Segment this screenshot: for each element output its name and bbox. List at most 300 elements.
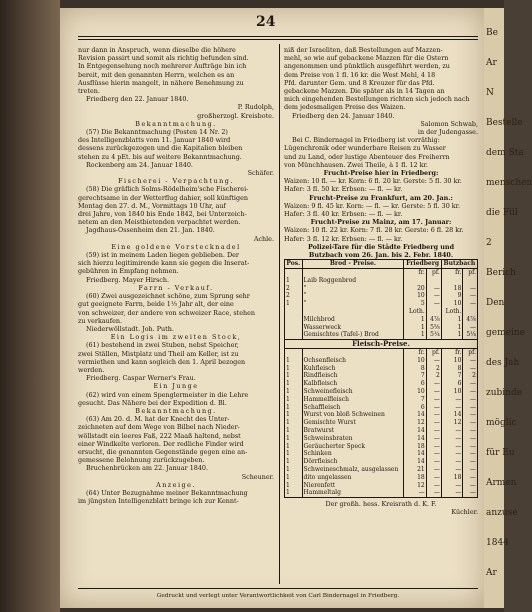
table-cell: fr. <box>404 349 426 357</box>
police-tax-table <box>284 259 478 498</box>
table-cell: 10 <box>404 388 426 396</box>
price-line: Waizen: 9 fl. 45 kr. Korn: — fl. — kr. Gerste: 5 fl. 30 kr. <box>284 201 461 210</box>
table-cell: — <box>441 404 463 412</box>
table-cell <box>285 269 303 277</box>
imprint-footer: Gedruckt und verlegt unter Verantwortlichkeit von Carl Bindernagel in Friedberg. <box>156 593 400 599</box>
table-row <box>285 277 478 285</box>
adjacent-page-fragment: Armen <box>486 478 517 488</box>
text-line: Friedberg. Caspar Werner's Frau. <box>86 374 196 383</box>
table-cell: — <box>463 482 478 490</box>
table-row <box>285 450 478 458</box>
table-cell: — <box>441 396 463 404</box>
table-cell <box>285 331 303 339</box>
table-cell: pf. <box>426 349 441 357</box>
table-cell: 14 <box>404 411 426 419</box>
table-cell: 2 <box>286 284 290 292</box>
table-cell: Ochsenfleisch <box>302 357 404 365</box>
table-cell: 14 <box>404 450 426 458</box>
text-line: (63) Am 20. d. M. hat der Knecht des Unter- <box>86 415 230 424</box>
text-line: Farrn - Verkauf. <box>138 283 214 292</box>
text-line: Ein Junge <box>153 382 199 391</box>
price-line: Hafer: 3 fl. 40 kr. Erbsen: — fl. — kr. <box>284 210 403 219</box>
table-cell: 1 <box>286 473 290 481</box>
table-cell: 5¼ <box>426 331 441 339</box>
text-line: Friedberg den 24. Januar 1840. <box>292 111 395 120</box>
table-cell <box>302 349 404 357</box>
table-cell: 2 <box>286 292 290 300</box>
table-cell: Nierenfett <box>302 482 404 490</box>
table-cell: Gemischtes (Tafel-) Brod <box>302 331 404 339</box>
text-line: Niederwöllstadt. Joh. Puth. <box>86 324 174 333</box>
table-cell: 1 <box>286 419 290 427</box>
page-number: 24 <box>256 14 276 30</box>
table-cell: Gemischte Wurst <box>302 419 404 427</box>
adjacent-page-fragment: zubinde <box>486 388 523 398</box>
adjacent-page-fragment: anzuse <box>486 508 518 518</box>
table-cell: 5⅝ <box>426 324 441 332</box>
table-cell: — <box>463 365 478 373</box>
table-cell: Milchbrod <box>302 316 404 324</box>
table-cell: 20 <box>404 285 426 293</box>
table-cell: — <box>463 474 478 482</box>
table-row <box>285 427 478 435</box>
table-header-row <box>285 260 478 269</box>
price-line: Hafer: 3 fl. 50 kr. Erbsen: — fl. — kr. <box>284 185 403 194</box>
table-cell: 12 <box>404 419 426 427</box>
adjacent-page-fragment: Berich <box>486 268 516 278</box>
table-row <box>285 292 478 300</box>
table-cell: 4⅞ <box>463 316 478 324</box>
table-cell: — <box>426 396 441 404</box>
adjacent-page-fragment: die Fül <box>486 208 518 218</box>
text-line: ersucht, die genannten Gegenstände gegen eine an- <box>78 447 248 456</box>
text-line: von Münchhausen. Zwei Theile, à 1 fl. 12 kr. <box>284 160 428 169</box>
text-line: Bruchenbrücken am 22. Januar 1840. <box>86 464 208 473</box>
table-cell: — <box>463 396 478 404</box>
table-row <box>285 269 478 277</box>
table-row <box>285 300 478 308</box>
table-cell: 1 <box>286 442 290 450</box>
text-line: großherzogl. Kreisbote. <box>197 111 274 120</box>
table-row <box>285 396 478 404</box>
table-cell: 7 <box>404 396 426 404</box>
table-cell: — <box>441 482 463 490</box>
text-line: dessens zurückgezogen und die Kapitalien bleiben <box>78 144 243 153</box>
text-line: mehl, so wie auf gebackene Mazzen für die Ostern <box>284 54 449 63</box>
text-line: mich eingehenden Bestellungen richten sich jedoch nach <box>284 95 470 104</box>
table-cell: 9 <box>441 292 463 300</box>
table-cell: — <box>426 388 441 396</box>
table-row <box>285 458 478 466</box>
column-header: Pos. <box>286 260 301 268</box>
table-cell <box>285 324 303 332</box>
table-cell: Schweinefleisch <box>302 388 404 396</box>
text-line: und zu Land, oder lustige Abenteuer des Freiherrn <box>284 152 450 161</box>
text-line: (64) Unter Bezugnahme meiner Bekanntmachung <box>86 488 248 497</box>
table-cell: Loth. <box>441 308 463 316</box>
table-cell: 18 <box>404 443 426 451</box>
table-cell: — <box>463 489 478 497</box>
text-line: Anzeige. <box>156 480 196 489</box>
table-cell: — <box>463 443 478 451</box>
table-cell: 1 <box>286 411 290 419</box>
text-line: drei Jahre, von 1840 bis Ende 1842, bei Unterzeich- <box>78 210 247 219</box>
table-cell: — <box>426 489 441 497</box>
table-cell <box>285 316 303 324</box>
adjacent-page-fragment: für Eu <box>486 448 515 458</box>
adjacent-page-fragment: Be <box>486 28 498 38</box>
table-cell: — <box>463 388 478 396</box>
table-cell: 14 <box>441 411 463 419</box>
table-row <box>285 316 478 324</box>
announcements-right <box>284 46 478 169</box>
table-cell: 1 <box>404 316 426 324</box>
text-line: wöllstadt ein leeres Faß, 222 Maaß haltend, nebst <box>78 431 241 440</box>
text-line: Friedberg den 22. Januar 1840. <box>86 95 189 104</box>
text-line: niß der Israeliten, daß Bestellungen auf Mazzen- <box>284 46 443 54</box>
table-cell: 14 <box>404 435 426 443</box>
table-cell: Rindfleisch <box>302 372 404 380</box>
text-line: gebackene Mazzen. Die später als in 14 Tagen an <box>284 87 445 96</box>
table-cell: 14 <box>404 458 426 466</box>
table-cell: 1 <box>286 466 290 473</box>
text-line: in der Judengasse. <box>417 128 478 137</box>
section-heading-row <box>285 340 478 349</box>
adjacent-page-fragment: gemeine <box>486 328 525 338</box>
table-cell: — <box>426 474 441 482</box>
text-line: Bei C. Bindernagel in Friedberg ist vorräthig: <box>292 136 440 145</box>
text-line: Fischerei - Verpachtung. <box>118 177 234 186</box>
table-cell: 12 <box>404 482 426 490</box>
table-cell: " <box>302 300 404 308</box>
table-cell: 4⅞ <box>426 316 441 324</box>
text-line: werden. <box>78 365 105 374</box>
text-line: zwei Ställen, Mistplatz und Theil am Keller, ist zu <box>78 349 239 358</box>
table-row <box>285 324 478 332</box>
table-cell: Schaffleisch <box>302 404 404 412</box>
table-row <box>285 404 478 412</box>
table-cell: 2 <box>463 372 478 380</box>
table-cell: 10 <box>441 388 463 396</box>
table-cell: — <box>426 292 441 300</box>
table-cell <box>285 308 303 316</box>
table-cell: 1 <box>286 380 290 388</box>
table-cell: Hammelfleisch <box>302 396 404 404</box>
table-row <box>285 388 478 396</box>
table-cell: Schinken <box>302 450 404 458</box>
text-line: (60) Zwei ausgezeichnet schöne, zum Sprung sehr <box>86 292 250 301</box>
adjacent-page-fragment: des Jah <box>486 358 520 368</box>
adjacent-page-fragment: Bestelle <box>486 118 523 128</box>
price-line: Polizei-Tare für die Städte Friedberg und <box>307 242 455 251</box>
column-header: Butzbach <box>441 260 477 269</box>
table-cell: — <box>463 458 478 466</box>
table-cell: Wasserweck <box>302 324 404 332</box>
table-cell: 6 <box>441 380 463 388</box>
text-line: Schäfer. <box>247 169 274 178</box>
text-line: zeichneten auf dem Wege von Bilbel nach Nieder- <box>78 423 240 432</box>
adjacent-page-fragment: Den <box>486 298 505 308</box>
text-line: gesucht. Das Nähere bei der Expedition d. Bl. <box>78 398 227 407</box>
text-line: Friedberg. Mayer Hirsch. <box>86 275 169 284</box>
table-cell: 6 <box>404 404 426 412</box>
table-cell: 1 <box>286 395 290 403</box>
table-cell: — <box>441 427 463 435</box>
adjacent-page-fragment: menschen <box>486 178 532 188</box>
text-line: Eine goldene Vorstecknadel <box>111 242 241 251</box>
table-cell: — <box>404 489 426 497</box>
column-header: Brod - Preise. <box>302 260 404 269</box>
text-line: Revision passirt und somit als richtig befunden sind. <box>78 54 249 63</box>
table-cell: 6 <box>404 380 426 388</box>
table-row <box>285 474 478 482</box>
price-line: Frucht-Preise zu Mainz, am 17. Januar: <box>310 218 452 227</box>
table-row <box>285 349 478 357</box>
table-cell: — <box>426 466 441 474</box>
table-cell: — <box>463 427 478 435</box>
table-cell: — <box>463 450 478 458</box>
table-cell: 18 <box>441 474 463 482</box>
table-cell: — <box>463 419 478 427</box>
table-cell: — <box>463 466 478 474</box>
text-line: Achle. <box>253 234 274 243</box>
table-cell: — <box>426 357 441 365</box>
table-cell: — <box>441 458 463 466</box>
table-cell: — <box>441 466 463 474</box>
table-row <box>285 285 478 293</box>
text-line: sich hierzu legitimirende kann sie gegen die Inserat- <box>78 259 250 268</box>
table-cell: 1 <box>286 403 290 411</box>
header-rule <box>78 36 478 37</box>
book-binding-gutter <box>0 0 60 612</box>
price-line: Frucht-Preise hier in Friedberg: <box>323 169 439 178</box>
table-cell: dito ungelassen <box>302 474 404 482</box>
table-cell: 1 <box>286 388 290 396</box>
adjacent-page-fragment: Ar <box>486 568 497 578</box>
table-cell: 10 <box>441 300 463 308</box>
table-cell: 1 <box>441 316 463 324</box>
text-line: treten. <box>78 87 100 96</box>
table-row <box>285 357 478 365</box>
table-cell: 1 <box>286 276 290 284</box>
table-cell: 1 <box>286 481 290 489</box>
adjacent-page-edge <box>484 8 532 608</box>
table-cell: — <box>463 404 478 412</box>
table-cell: Kuhfleisch <box>302 365 404 373</box>
table-cell: — <box>463 324 478 332</box>
text-line: Scheuner. <box>241 472 274 481</box>
table-cell <box>285 349 303 357</box>
table-cell: — <box>463 435 478 443</box>
table-cell: 1 <box>286 300 290 308</box>
price-line: Waizen: 10 fl. 22 kr. Korn: 7 fl. 28 kr. Gerste: 6 fl. 28 kr. <box>284 226 464 235</box>
table-cell: 1 <box>286 356 290 364</box>
table-cell: pf. <box>463 349 478 357</box>
text-line: dem Preise von 1 fl. 16 kr. die West Mehl, 4 18 <box>284 70 436 79</box>
table-cell: — <box>426 435 441 443</box>
table-cell <box>441 277 463 285</box>
footer-rule <box>78 588 478 589</box>
table-cell: 1 <box>441 324 463 332</box>
text-line: vermiethen und kann sogleich den 1. April bezogen <box>78 357 246 366</box>
table-cell: 8 <box>441 365 463 373</box>
text-line: Bekanntmachung. <box>135 119 217 128</box>
table-cell: " <box>302 285 404 293</box>
table-cell: — <box>426 450 441 458</box>
column-header: Friedberg <box>404 260 441 269</box>
table-cell: 1 <box>286 458 290 466</box>
text-line: netem an den Meistbietenden verpachtet werden. <box>78 218 241 227</box>
table-cell: 1 <box>286 489 290 497</box>
table-cell: 2 <box>426 365 441 373</box>
table-cell: Loth. <box>404 308 426 316</box>
text-line: von schweizer, der andere von schweizer Race, stehen <box>78 308 256 317</box>
table-row <box>285 411 478 419</box>
table-cell: 7 <box>404 372 426 380</box>
text-line: Montag den 27. d. M., Vormittags 10 Uhr, auf <box>78 201 226 210</box>
adjacent-page-fragment: dem Sta <box>486 148 524 158</box>
table-cell: Wurst von bloß Schweinen <box>302 411 404 419</box>
signature-line: Der großh. hess. Kreisrath d. K. F. <box>325 500 437 509</box>
table-cell: 10 <box>404 292 426 300</box>
text-line: In Entgegensehung noch mehrerer Aufträge bin ich <box>78 62 247 71</box>
signature-name: Küchler. <box>451 508 478 517</box>
table-cell: pf. <box>426 269 441 277</box>
table-cell: 1 <box>404 331 426 339</box>
table-row <box>285 380 478 388</box>
table-cell: — <box>426 404 441 412</box>
price-line: Frucht-Preise zu Frankfurt, am 20. Jan.: <box>309 193 453 202</box>
adjacent-page-fragment: 1844 <box>486 538 509 548</box>
text-line: einer Windkelte verloren. Der redliche Finder wird <box>78 439 244 448</box>
text-line: des Intelligenzblatts vom 11. Januar 1840 wird <box>78 136 231 145</box>
text-line: P. Rudolph, <box>237 103 274 112</box>
table-row <box>285 365 478 373</box>
table-cell: — <box>463 411 478 419</box>
table-cell: Kalbfleisch <box>302 380 404 388</box>
table-cell <box>463 277 478 285</box>
table-cell: 7 <box>441 372 463 380</box>
table-cell: — <box>441 435 463 443</box>
table-cell: — <box>441 450 463 458</box>
table-cell: — <box>426 458 441 466</box>
table-cell: 18 <box>404 474 426 482</box>
table-cell <box>404 277 426 285</box>
table-cell: — <box>426 411 441 419</box>
right-column <box>284 46 478 517</box>
table-cell: Schweineschmalz, ausgelassen <box>302 466 404 474</box>
table-cell: — <box>426 427 441 435</box>
text-line: zu verkaufen. <box>78 316 123 325</box>
table-cell: Geräucherter Speck <box>302 443 404 451</box>
table-cell: fr. <box>404 269 426 277</box>
price-line: Waizen: 10 fl. — kr. Korn: 6 fl. 20 kr. Gerste: 5 fl. 30 kr. <box>284 177 462 186</box>
table-cell: Hammeltalg <box>302 489 404 497</box>
text-line: gemessene Belohnung zurückzugeben. <box>78 456 205 465</box>
table-row <box>285 443 478 451</box>
table-cell: Schweinsbraten <box>302 435 404 443</box>
table-cell: 1 <box>286 434 290 442</box>
table-cell: 18 <box>441 285 463 293</box>
adjacent-page-fragment: möglic <box>486 418 517 428</box>
text-line: gut geeignete Farrn, beide 1⅓ Jahr alt, der eine <box>78 300 234 309</box>
table-cell: " <box>302 292 404 300</box>
table-cell: Laib Roggenbrod <box>302 277 404 285</box>
table-cell: — <box>463 357 478 365</box>
text-line: Jagdhaus-Ossenheim den 21. Jan. 1840. <box>86 226 215 235</box>
table-cell: 1 <box>286 372 290 380</box>
left-column <box>78 46 274 505</box>
table-cell: — <box>426 285 441 293</box>
table-cell: — <box>441 489 463 497</box>
table-cell: pf. <box>463 269 478 277</box>
table-cell: — <box>463 285 478 293</box>
table-cell: 5 <box>404 300 426 308</box>
table-cell <box>302 269 404 277</box>
text-line: (61) bestehend in zwei Stuben, nebst Speicher, <box>86 341 239 350</box>
table-cell: 5¼ <box>463 331 478 339</box>
table-cell: 10 <box>441 357 463 365</box>
table-cell <box>426 277 441 285</box>
text-line: dem jedesmaligen Preise des Waizen. <box>284 103 406 112</box>
text-line: Lügenchronik oder wunderbare Reisen zu Wasser <box>284 144 446 153</box>
text-line: gebühren in Empfang nehmen. <box>78 267 179 276</box>
table-cell: — <box>426 443 441 451</box>
header-rule-double <box>78 39 478 40</box>
table-cell: — <box>463 380 478 388</box>
text-line: angenommen und pünktlich ausgeführt werden, zu <box>284 62 450 71</box>
column-divider <box>279 44 280 584</box>
table-cell <box>463 308 478 316</box>
text-line: (58) Die gräflich Solms-Rödelheim'sche Fischerei- <box>86 185 249 194</box>
adjacent-page-fragment: Ar <box>486 58 497 68</box>
text-line: stehen zu 4 pEt. bis auf weitere Bekanntmachung. <box>78 152 242 161</box>
table-row <box>285 466 478 474</box>
table-cell: — <box>426 419 441 427</box>
table-cell: 1 <box>404 324 426 332</box>
table-cell: 8 <box>404 365 426 373</box>
table-row <box>285 372 478 380</box>
table-cell: — <box>426 482 441 490</box>
table-row <box>285 482 478 490</box>
table-cell: 10 <box>404 357 426 365</box>
grain-prices <box>284 169 478 259</box>
table-cell: — <box>441 443 463 451</box>
table-cell: 1 <box>441 331 463 339</box>
table-row <box>285 308 478 316</box>
text-line: Ausflüsse hierin mangelt, in nähere Benehmung zu <box>78 78 244 87</box>
text-line: gerechtsame in der Wetterflug dahier, soll künftigen <box>78 193 248 202</box>
table-cell: fr. <box>441 349 463 357</box>
text-line: nur dann in Anspruch, wenn dieselbe die höhere <box>78 46 236 54</box>
text-line: (57) Die Bekanntmachung (Posten 14 Nr. 2) <box>86 128 228 137</box>
table-cell: 14 <box>404 427 426 435</box>
table-cell: 12 <box>441 419 463 427</box>
table-cell: 1 <box>286 427 290 435</box>
meat-prices-heading: Fleisch-Preise. <box>285 340 478 349</box>
table-row <box>285 435 478 443</box>
table-cell: 2 <box>426 372 441 380</box>
text-line: (62) wird von einem Spenglermeister in die Lehre <box>86 390 249 399</box>
adjacent-page-fragment: N <box>486 88 494 98</box>
price-line: Hafer: 3 fl. 12 kr. Erbsen: — fl. — kr. <box>284 234 403 243</box>
table-cell: — <box>463 300 478 308</box>
table-cell <box>426 308 441 316</box>
text-line: Rockenberg am 24. Januar 1840. <box>86 160 193 169</box>
text-line: bereit, mit den genannten Herrn, welchen es an <box>78 70 235 79</box>
table-cell: 1 <box>286 450 290 458</box>
table-row <box>285 489 478 497</box>
